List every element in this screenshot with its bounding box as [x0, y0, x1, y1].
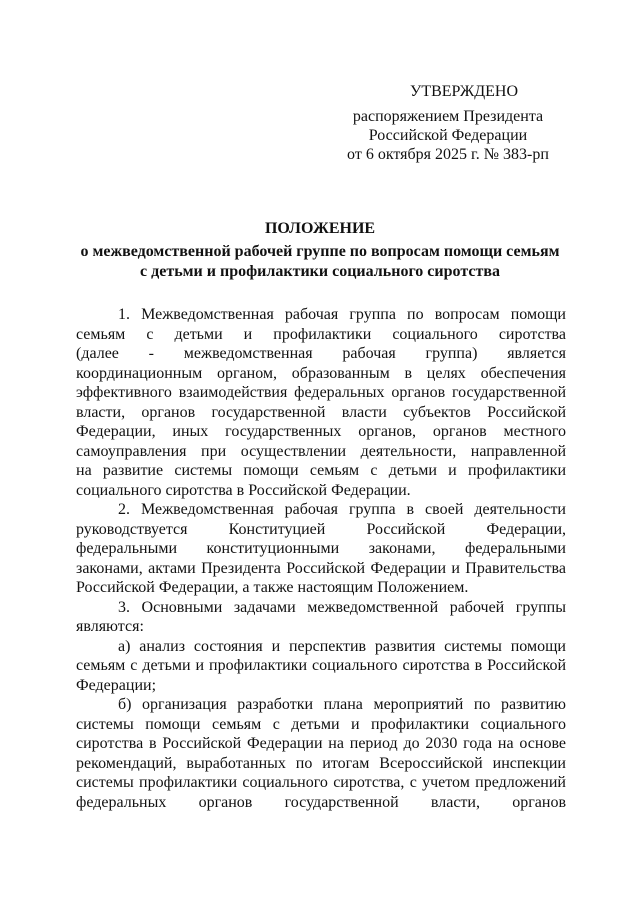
- approval-country-line: Российской Федерации: [368, 127, 528, 144]
- document-body: [76, 305, 566, 812]
- paragraph-line: а) анализ состояния и перспектив развития системы помощи: [118, 637, 566, 655]
- paragraph-line: федеральных органов государственной власти, органов: [76, 793, 566, 811]
- subparagraph-b: [76, 695, 566, 812]
- paragraph-line: Федерации, иных государственных органов, органов местного: [76, 423, 566, 440]
- approval-authority-line: распоряжением Президента: [352, 108, 544, 125]
- paragraph-line: на развитие системы помощи семьям с детьми и профилактики: [76, 462, 566, 479]
- paragraph-line: 2. Межведомственная рабочая группа в своей деятельности: [118, 501, 566, 518]
- paragraph-line: семьям с детьми и профилактики социального сиротства в Российской: [76, 657, 566, 674]
- paragraph-line: являются:: [76, 618, 144, 635]
- paragraph-line: федеральными конституционными законами, федеральными: [76, 540, 566, 557]
- document-subtitle-line: о межведомственной рабочей группе по вопросам помощи семьям: [80, 243, 560, 260]
- paragraph-line: (далее - межведомственная рабочая группа) является: [76, 345, 566, 362]
- paragraph-line: системы профилактики социального сиротства, с учетом предложений: [76, 774, 566, 791]
- paragraph-line: сиротства в Российской Федерации на период до 2030 года на основе: [76, 735, 566, 752]
- paragraph-line: законами, актами Президента Российской Федерации и Правительства: [76, 559, 566, 577]
- paragraph-line: рекомендаций, выработанных по итогам Всероссийской инспекции: [76, 754, 566, 772]
- paragraph-3: [76, 598, 566, 637]
- paragraph-1: [76, 305, 566, 500]
- paragraph-line: социального сиротства в Российской Федерации.: [76, 481, 411, 499]
- document-subtitle-line: с детьми и профилактики социального сиротства: [140, 262, 500, 280]
- paragraph-line: самоуправления при осуществлении деятельности, направленной: [76, 442, 566, 460]
- paragraph-line: системы помощи семьям с детьми и профилактики социального: [76, 715, 566, 733]
- document-title-block: [20, 219, 620, 281]
- approval-heading: УТВЕРЖДЕНО: [410, 83, 519, 100]
- paragraph-line: координационным органом, образованным в целях обеспечения: [76, 364, 566, 382]
- paragraph-line: семьям с детьми и профилактики социального сиротства: [76, 325, 566, 343]
- subparagraph-a: [76, 637, 566, 696]
- paragraph-line: б) организация разработки плана мероприятий по развитию: [118, 696, 566, 713]
- document-title: ПОЛОЖЕНИЕ: [264, 220, 376, 237]
- paragraph-line: 3. Основными задачами межведомственной рабочей группы: [118, 598, 566, 616]
- paragraph-line: Федерации;: [76, 676, 157, 694]
- paragraph-line: власти, органов государственной власти субъектов Российской: [76, 403, 566, 421]
- paragraph-line: руководствуется Конституцией Российской Федерации,: [76, 520, 566, 538]
- paragraph-line: Российской Федерации, а также настоящим Положением.: [76, 579, 469, 596]
- paragraph-2: [76, 500, 566, 598]
- approval-block: [318, 107, 578, 164]
- approval-date-line: от 6 октября 2025 г. № 383-рп: [347, 146, 549, 163]
- paragraph-line: 1. Межведомственная рабочая группа по вопросам помощи: [118, 306, 566, 323]
- paragraph-line: эффективного взаимодействия федеральных органов государственной: [76, 384, 566, 401]
